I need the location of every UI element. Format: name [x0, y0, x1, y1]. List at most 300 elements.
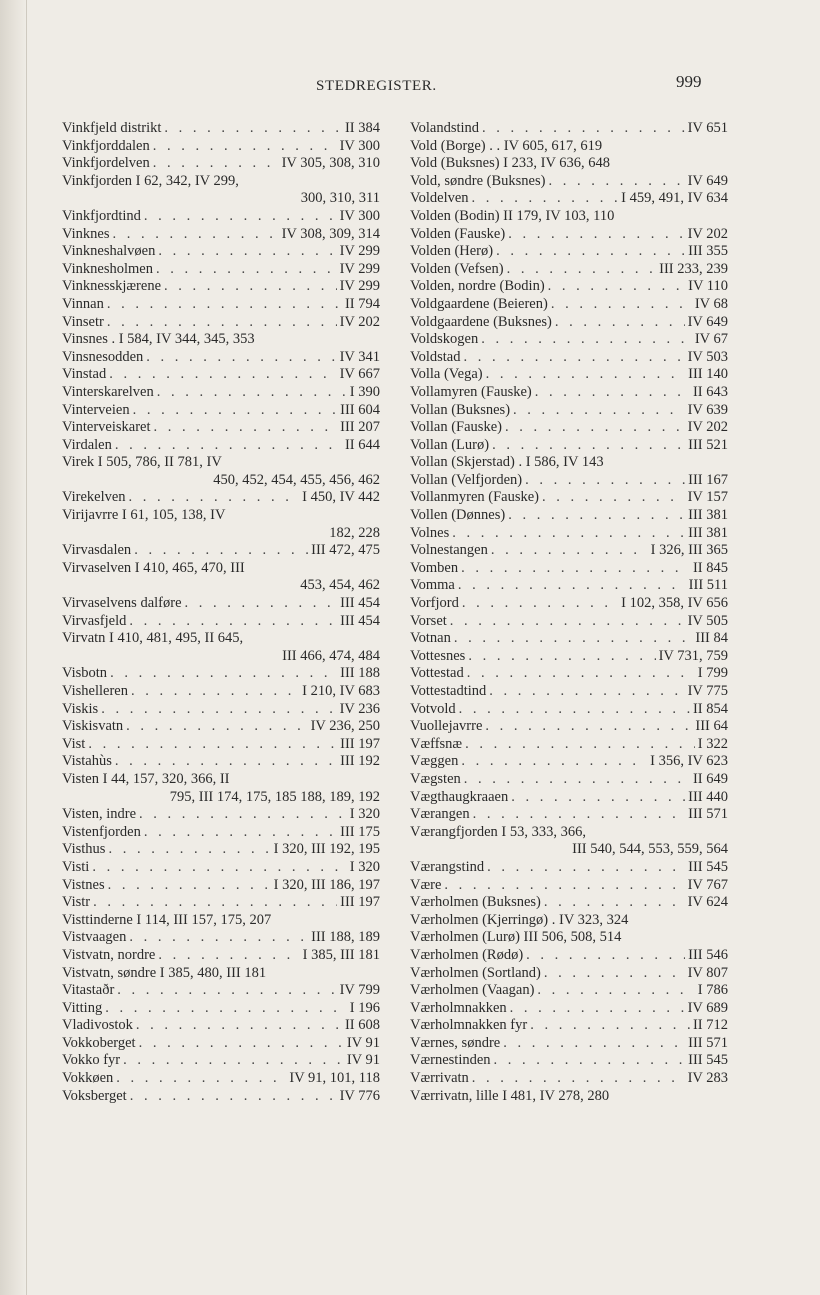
index-entry [62, 982, 380, 1000]
entry-name: Volden, nordre (Bodin) [410, 278, 545, 295]
entry-name: Vinterveiskaret [62, 419, 151, 436]
entry-name: Vitting [62, 999, 103, 1016]
leader-dots [465, 736, 695, 754]
index-entry [62, 613, 380, 631]
entry-name: Volden (Fauske) [410, 225, 506, 242]
leader-dots [164, 120, 342, 138]
leader-dots [139, 1035, 344, 1053]
index-entry [62, 947, 380, 965]
entry-reference: I 356, IV 623 [650, 753, 728, 770]
leader-dots [464, 349, 685, 367]
index-entry [62, 841, 380, 859]
leader-dots [108, 877, 271, 895]
entry-name: Vinstad [62, 366, 107, 383]
entry-name: Vollan (Velfjorden) [410, 471, 523, 488]
leader-dots [454, 630, 693, 648]
leader-dots [508, 226, 684, 244]
leader-dots [507, 261, 657, 279]
entry-reference: IV 299 [339, 243, 380, 260]
leader-dots [525, 472, 685, 490]
index-entry [410, 1035, 728, 1053]
entry-reference: III 521 [688, 436, 728, 453]
leader-dots [511, 789, 685, 807]
entry-reference: III 188 [340, 665, 380, 682]
entry-reference: IV 505 [687, 612, 728, 629]
entry-name: Værholmen (Vaagan) [410, 982, 535, 999]
entry-reference: IV 283 [687, 1070, 728, 1087]
leader-dots [526, 947, 685, 965]
index-entry [410, 701, 728, 719]
index-entry [62, 877, 380, 895]
leader-dots [129, 489, 300, 507]
index-entry [62, 595, 380, 613]
entry-reference: IV 91, 101, 118 [289, 1070, 380, 1087]
leader-dots [494, 1052, 686, 1070]
entry-reference: II 794 [344, 295, 380, 312]
entry-name: Vorset [410, 612, 447, 629]
entry-reference: III 197 [340, 735, 380, 752]
index-entry [410, 489, 728, 507]
leader-dots [486, 366, 686, 384]
entry-reference: IV 767 [687, 876, 728, 893]
entry-name: Volnes [410, 524, 450, 541]
entry-name: Vinsnesodden [62, 348, 144, 365]
entry-reference: IV 689 [687, 999, 728, 1016]
entry-reference: IV 91 [346, 1052, 380, 1069]
entry-reference: III 355 [688, 243, 728, 260]
index-entry [410, 419, 728, 437]
entry-name: Virekelven [62, 489, 126, 506]
entry-name: Vistnes [62, 876, 105, 893]
index-entry [62, 630, 380, 648]
entry-reference: I 385, III 181 [302, 946, 380, 963]
leader-dots [109, 366, 336, 384]
entry-reference: IV 68 [694, 295, 728, 312]
index-entry [410, 947, 728, 965]
entry-name: Værangen [410, 806, 470, 823]
entry-reference: III 472, 475 [311, 542, 380, 559]
index-entry [62, 419, 380, 437]
leader-dots [131, 683, 299, 701]
entry-name: Vinknesskjærene [62, 278, 162, 295]
entry-continuation: 182, 228 [329, 524, 380, 541]
entry-reference: IV 305, 308, 310 [281, 155, 380, 172]
leader-dots [535, 384, 690, 402]
entry-name: Votnan [410, 630, 451, 647]
entry-continuation: 300, 310, 311 [300, 190, 380, 207]
entry-name: Værholmen (Buksnes) [410, 894, 541, 911]
entry-continuation: 453, 454, 462 [300, 577, 380, 594]
entry-name: Værrivatn, lille I 481, IV 278, 280 [410, 1087, 610, 1104]
leader-dots [485, 718, 692, 736]
index-entry [62, 665, 380, 683]
entry-reference: III 545 [688, 1052, 728, 1069]
leader-dots [472, 1070, 685, 1088]
index-entry [410, 630, 728, 648]
index-entry [410, 965, 728, 983]
leader-dots [136, 1017, 342, 1035]
entry-reference: II 649 [692, 770, 728, 787]
leader-dots [117, 982, 336, 1000]
leader-dots [107, 314, 337, 332]
leader-dots [144, 208, 337, 226]
index-entry [62, 173, 380, 191]
index-entry [62, 965, 380, 983]
entry-name: Vokkøen [62, 1070, 114, 1087]
entry-reference: IV 807 [687, 964, 728, 981]
entry-reference: IV 308, 309, 314 [281, 225, 380, 242]
index-entry [410, 278, 728, 296]
index-entry [62, 753, 380, 771]
entry-name: Vinkfjorddalen [62, 137, 150, 154]
entry-name: Vold (Buksnes) I 233, IV 636, 648 [410, 155, 611, 172]
entry-name: Vorfjord [410, 595, 459, 612]
index-entry [410, 1070, 728, 1088]
leader-dots [108, 841, 270, 859]
index-entry [62, 736, 380, 754]
entry-name: Voldstad [410, 348, 461, 365]
index-entry [410, 507, 728, 525]
index-entry [410, 577, 728, 595]
leader-dots [548, 278, 685, 296]
leader-dots [462, 595, 618, 613]
leader-dots [146, 349, 336, 367]
leader-dots [101, 701, 336, 719]
entry-reference: II 712 [692, 1017, 728, 1034]
entry-reference: IV 799 [339, 982, 380, 999]
leader-dots [510, 1000, 685, 1018]
entry-name: Vinnan [62, 295, 104, 312]
entry-reference: II 845 [692, 559, 728, 576]
leader-dots [134, 542, 308, 560]
index-entry [410, 261, 728, 279]
leader-dots [544, 965, 685, 983]
leader-dots [156, 261, 337, 279]
index-entry [62, 1000, 380, 1018]
entry-name: Vistahùs [62, 753, 112, 770]
entry-continuation: III 466, 474, 484 [282, 647, 380, 664]
leader-dots [93, 894, 337, 912]
page-header [0, 72, 820, 98]
leader-dots [489, 683, 684, 701]
index-entry [410, 736, 728, 754]
entry-name: Vinterveien [62, 401, 130, 418]
entry-name: Virvaselvens dalføre [62, 595, 182, 612]
entry-name: Vomben [410, 559, 459, 576]
leader-dots [468, 648, 655, 666]
index-entry [62, 701, 380, 719]
entry-reference: IV 236, 250 [310, 718, 380, 735]
leader-dots [129, 929, 308, 947]
index-entry [62, 138, 380, 156]
entry-reference: I 210, IV 683 [302, 683, 380, 699]
entry-name: Vollamyren (Fauske) [410, 383, 532, 400]
index-entry [62, 1070, 380, 1088]
entry-reference: IV 236 [339, 700, 380, 717]
index-entry [62, 1052, 380, 1070]
leader-dots [503, 1035, 685, 1053]
entry-reference: II 643 [692, 383, 728, 400]
entry-reference: II 608 [344, 1017, 380, 1034]
entry-reference: I 320 [349, 858, 380, 875]
entry-reference: III 545 [688, 858, 728, 875]
leader-dots [129, 613, 337, 631]
index-entry [62, 243, 380, 261]
entry-name: Visttinderne I 114, III 157, 175, 207 [62, 911, 272, 928]
entry-name: Værholmen (Lurø) III 506, 508, 514 [410, 929, 622, 946]
entry-name: Værholmen (Rødø) [410, 946, 524, 963]
index-entry [62, 824, 380, 842]
entry-reference: I 322 [697, 735, 728, 752]
entry-reference: IV 299 [339, 260, 380, 277]
index-entry [62, 226, 380, 244]
entry-name: Vokko fyr [62, 1052, 121, 1069]
leader-dots [130, 1088, 337, 1106]
index-entry [410, 120, 728, 138]
entry-reference: I 320, III 192, 195 [273, 841, 380, 858]
entry-name: Visbotn [62, 665, 108, 682]
entry-reference: II 854 [692, 700, 728, 717]
index-column-right [410, 120, 728, 1105]
leader-dots [88, 736, 337, 754]
index-entry [410, 595, 728, 613]
leader-dots [555, 314, 685, 332]
entry-name: Virdalen [62, 436, 112, 453]
entry-name: Væffsnæ [410, 735, 463, 752]
leader-dots [126, 718, 307, 736]
leader-dots [542, 489, 685, 507]
index-entry [410, 384, 728, 402]
entry-name: Vinkfjordtind [62, 207, 141, 224]
index-entry [410, 402, 728, 420]
index-entry [410, 789, 728, 807]
entry-name: Vollen (Dønnes) [410, 507, 506, 524]
entry-name: Værrivatn [410, 1070, 469, 1087]
entry-name: Værholmen (Sortland) [410, 964, 541, 981]
leader-dots [153, 138, 337, 156]
entry-reference: III 546 [688, 946, 728, 963]
entry-reference: IV 91 [346, 1034, 380, 1051]
index-entry [62, 454, 380, 472]
entry-reference: III 192 [340, 753, 380, 770]
entry-reference: III 188, 189 [311, 929, 380, 946]
index-entry [410, 894, 728, 912]
index-entry [410, 454, 728, 472]
entry-reference: I 799 [697, 665, 728, 682]
leader-dots [107, 296, 342, 314]
leader-dots [112, 226, 278, 244]
index-entry [62, 912, 380, 930]
entry-name: Vottestadtind [410, 683, 487, 699]
entry-name: Votvold [410, 700, 456, 717]
leader-dots [133, 402, 338, 420]
leader-dots [185, 595, 338, 613]
entry-reference: IV 776 [339, 1087, 380, 1104]
index-entry [62, 349, 380, 367]
index-entry [410, 1000, 728, 1018]
entry-name: Vollanmyren (Fauske) [410, 489, 539, 506]
index-entry [62, 542, 380, 560]
leader-dots [452, 525, 685, 543]
entry-name: Voldelven [410, 190, 469, 207]
entry-reference: I 320 [349, 806, 380, 823]
entry-reference: IV 110 [688, 278, 728, 295]
entry-name: Værholmen (Kjerringø) . IV 323, 324 [410, 911, 629, 928]
leader-dots [144, 824, 337, 842]
entry-reference: I 390 [349, 383, 380, 400]
entry-name: Volla (Vega) [410, 366, 483, 383]
entry-name: Viskisvatn [62, 718, 124, 735]
entry-name: Vishelleren [62, 683, 128, 699]
entry-reference: III 571 [688, 806, 728, 823]
index-entry [62, 384, 380, 402]
leader-dots [115, 753, 337, 771]
entry-name: Viskis [62, 700, 99, 717]
index-entry [62, 683, 380, 701]
index-entry [410, 437, 728, 455]
entry-name: Vollan (Skjerstad) . I 586, IV 143 [410, 454, 604, 471]
leader-dots [464, 771, 690, 789]
entry-name: Visten, indre [62, 806, 137, 823]
leader-dots [530, 1017, 690, 1035]
leader-dots [544, 894, 685, 912]
entry-name: Volden (Herø) [410, 243, 494, 260]
index-entry [410, 877, 728, 895]
index-entry [410, 331, 728, 349]
entry-name: Vægsten [410, 770, 461, 787]
index-entry [410, 542, 728, 560]
entry-name: Vokkoberget [62, 1034, 136, 1051]
entry-name: Værnestinden [410, 1052, 491, 1069]
leader-dots [482, 120, 685, 138]
entry-reference: IV 651 [687, 120, 728, 136]
leader-dots [461, 560, 690, 578]
entry-reference: III 64 [695, 718, 728, 735]
entry-reference: III 454 [340, 612, 380, 629]
leader-dots [459, 701, 690, 719]
index-entry [62, 261, 380, 279]
leader-dots [154, 419, 338, 437]
entry-name: Vomma [410, 577, 455, 594]
entry-name: Volden (Vefsen) [410, 260, 504, 277]
index-entry [62, 1017, 380, 1035]
entry-name: Visthus [62, 841, 106, 858]
index-entry [62, 718, 380, 736]
index-entry [410, 648, 728, 666]
leader-dots [458, 577, 686, 595]
index-entry [410, 982, 728, 1000]
leader-dots [158, 243, 336, 261]
leader-dots [513, 402, 685, 420]
entry-name: Vollan (Fauske) [410, 419, 502, 436]
entry-reference: I 320, III 186, 197 [273, 876, 380, 893]
index-entry [62, 929, 380, 947]
entry-reference: I 326, III 365 [650, 542, 728, 559]
entry-name: Virek I 505, 786, II 781, IV [62, 454, 222, 471]
leader-dots [508, 507, 685, 525]
leader-dots [158, 947, 299, 965]
entry-reference: I 102, 358, IV 656 [621, 595, 728, 612]
entry-name: Vistvaagen [62, 929, 127, 946]
index-entry [62, 208, 380, 226]
entry-name: Vold (Borge) . . IV 605, 617, 619 [410, 137, 603, 154]
entry-name: Vuollejavrre [410, 718, 483, 735]
entry-reference: IV 202 [687, 225, 728, 242]
entry-name: Voldskogen [410, 331, 479, 348]
entry-name: Vinknesholmen [62, 260, 153, 277]
leader-dots [450, 613, 685, 631]
leader-dots [496, 243, 685, 261]
page-binding-edge [0, 0, 27, 1295]
entry-reference: IV 157 [687, 489, 728, 506]
entry-name: Være [410, 876, 442, 893]
entry-name: Virvasfjeld [62, 612, 127, 629]
entry-reference: III 84 [695, 630, 728, 647]
entry-reference: IV 649 [687, 172, 728, 189]
index-entry [410, 366, 728, 384]
entry-name: Virvatn I 410, 481, 495, II 645, [62, 630, 244, 647]
index-entry [62, 278, 380, 296]
entry-name: Virvaselven I 410, 465, 470, III [62, 559, 245, 576]
entry-reference: I 196 [349, 999, 380, 1016]
entry-reference: III 454 [340, 595, 380, 612]
entry-name: Vistvatn, søndre I 385, 480, III 181 [62, 964, 267, 981]
entry-continuation: III 540, 544, 553, 559, 564 [572, 841, 728, 858]
entry-name: Vollan (Lurø) [410, 436, 490, 453]
entry-reference: IV 300 [339, 207, 380, 224]
entry-name: Visten I 44, 157, 320, 366, II [62, 770, 230, 787]
entry-reference: IV 624 [687, 894, 728, 911]
entry-reference: I 786 [697, 982, 728, 999]
entry-reference: III 140 [688, 366, 728, 383]
entry-name: Vinsetr [62, 313, 104, 330]
page-number: 999 [676, 72, 702, 91]
entry-name: Vinsnes . I 584, IV 344, 345, 353 [62, 331, 255, 348]
entry-reference: IV 202 [687, 419, 728, 436]
leader-dots [116, 1070, 286, 1088]
entry-continuation: 795, III 174, 175, 185 188, 189, 192 [169, 788, 380, 805]
index-entry [62, 1035, 380, 1053]
index-entry [62, 806, 380, 824]
entry-reference: IV 639 [687, 401, 728, 418]
index-entry [410, 771, 728, 789]
entry-reference: IV 202 [339, 313, 380, 330]
entry-name: Volden (Bodin) II 179, IV 103, 110 [410, 207, 615, 224]
index-entry [410, 1017, 728, 1035]
leader-dots [92, 859, 346, 877]
entry-reference: III 167 [688, 471, 728, 488]
leader-dots [157, 384, 347, 402]
entry-name: Vinkfjorden I 62, 342, IV 299, [62, 172, 239, 189]
leader-dots [153, 155, 279, 173]
entry-name: Virijavrre I 61, 105, 138, IV [62, 507, 226, 524]
leader-dots [505, 419, 685, 437]
entry-name: Volnestangen [410, 542, 488, 559]
leader-dots [487, 859, 685, 877]
entry-reference: III 381 [688, 524, 728, 541]
leader-dots [492, 437, 685, 455]
entry-name: Vollan (Buksnes) [410, 401, 511, 418]
entry-reference: II 384 [344, 120, 380, 136]
entry-name: Vistenfjorden [62, 823, 141, 840]
entry-name: Vitastaðr [62, 982, 115, 999]
index-entry [62, 402, 380, 420]
index-entry [62, 437, 380, 455]
index-entry [410, 718, 728, 736]
entry-reference: III 511 [688, 577, 728, 594]
entry-name: Vinkfjordelven [62, 155, 150, 172]
entry-name: Værholmnakken fyr [410, 1017, 528, 1034]
